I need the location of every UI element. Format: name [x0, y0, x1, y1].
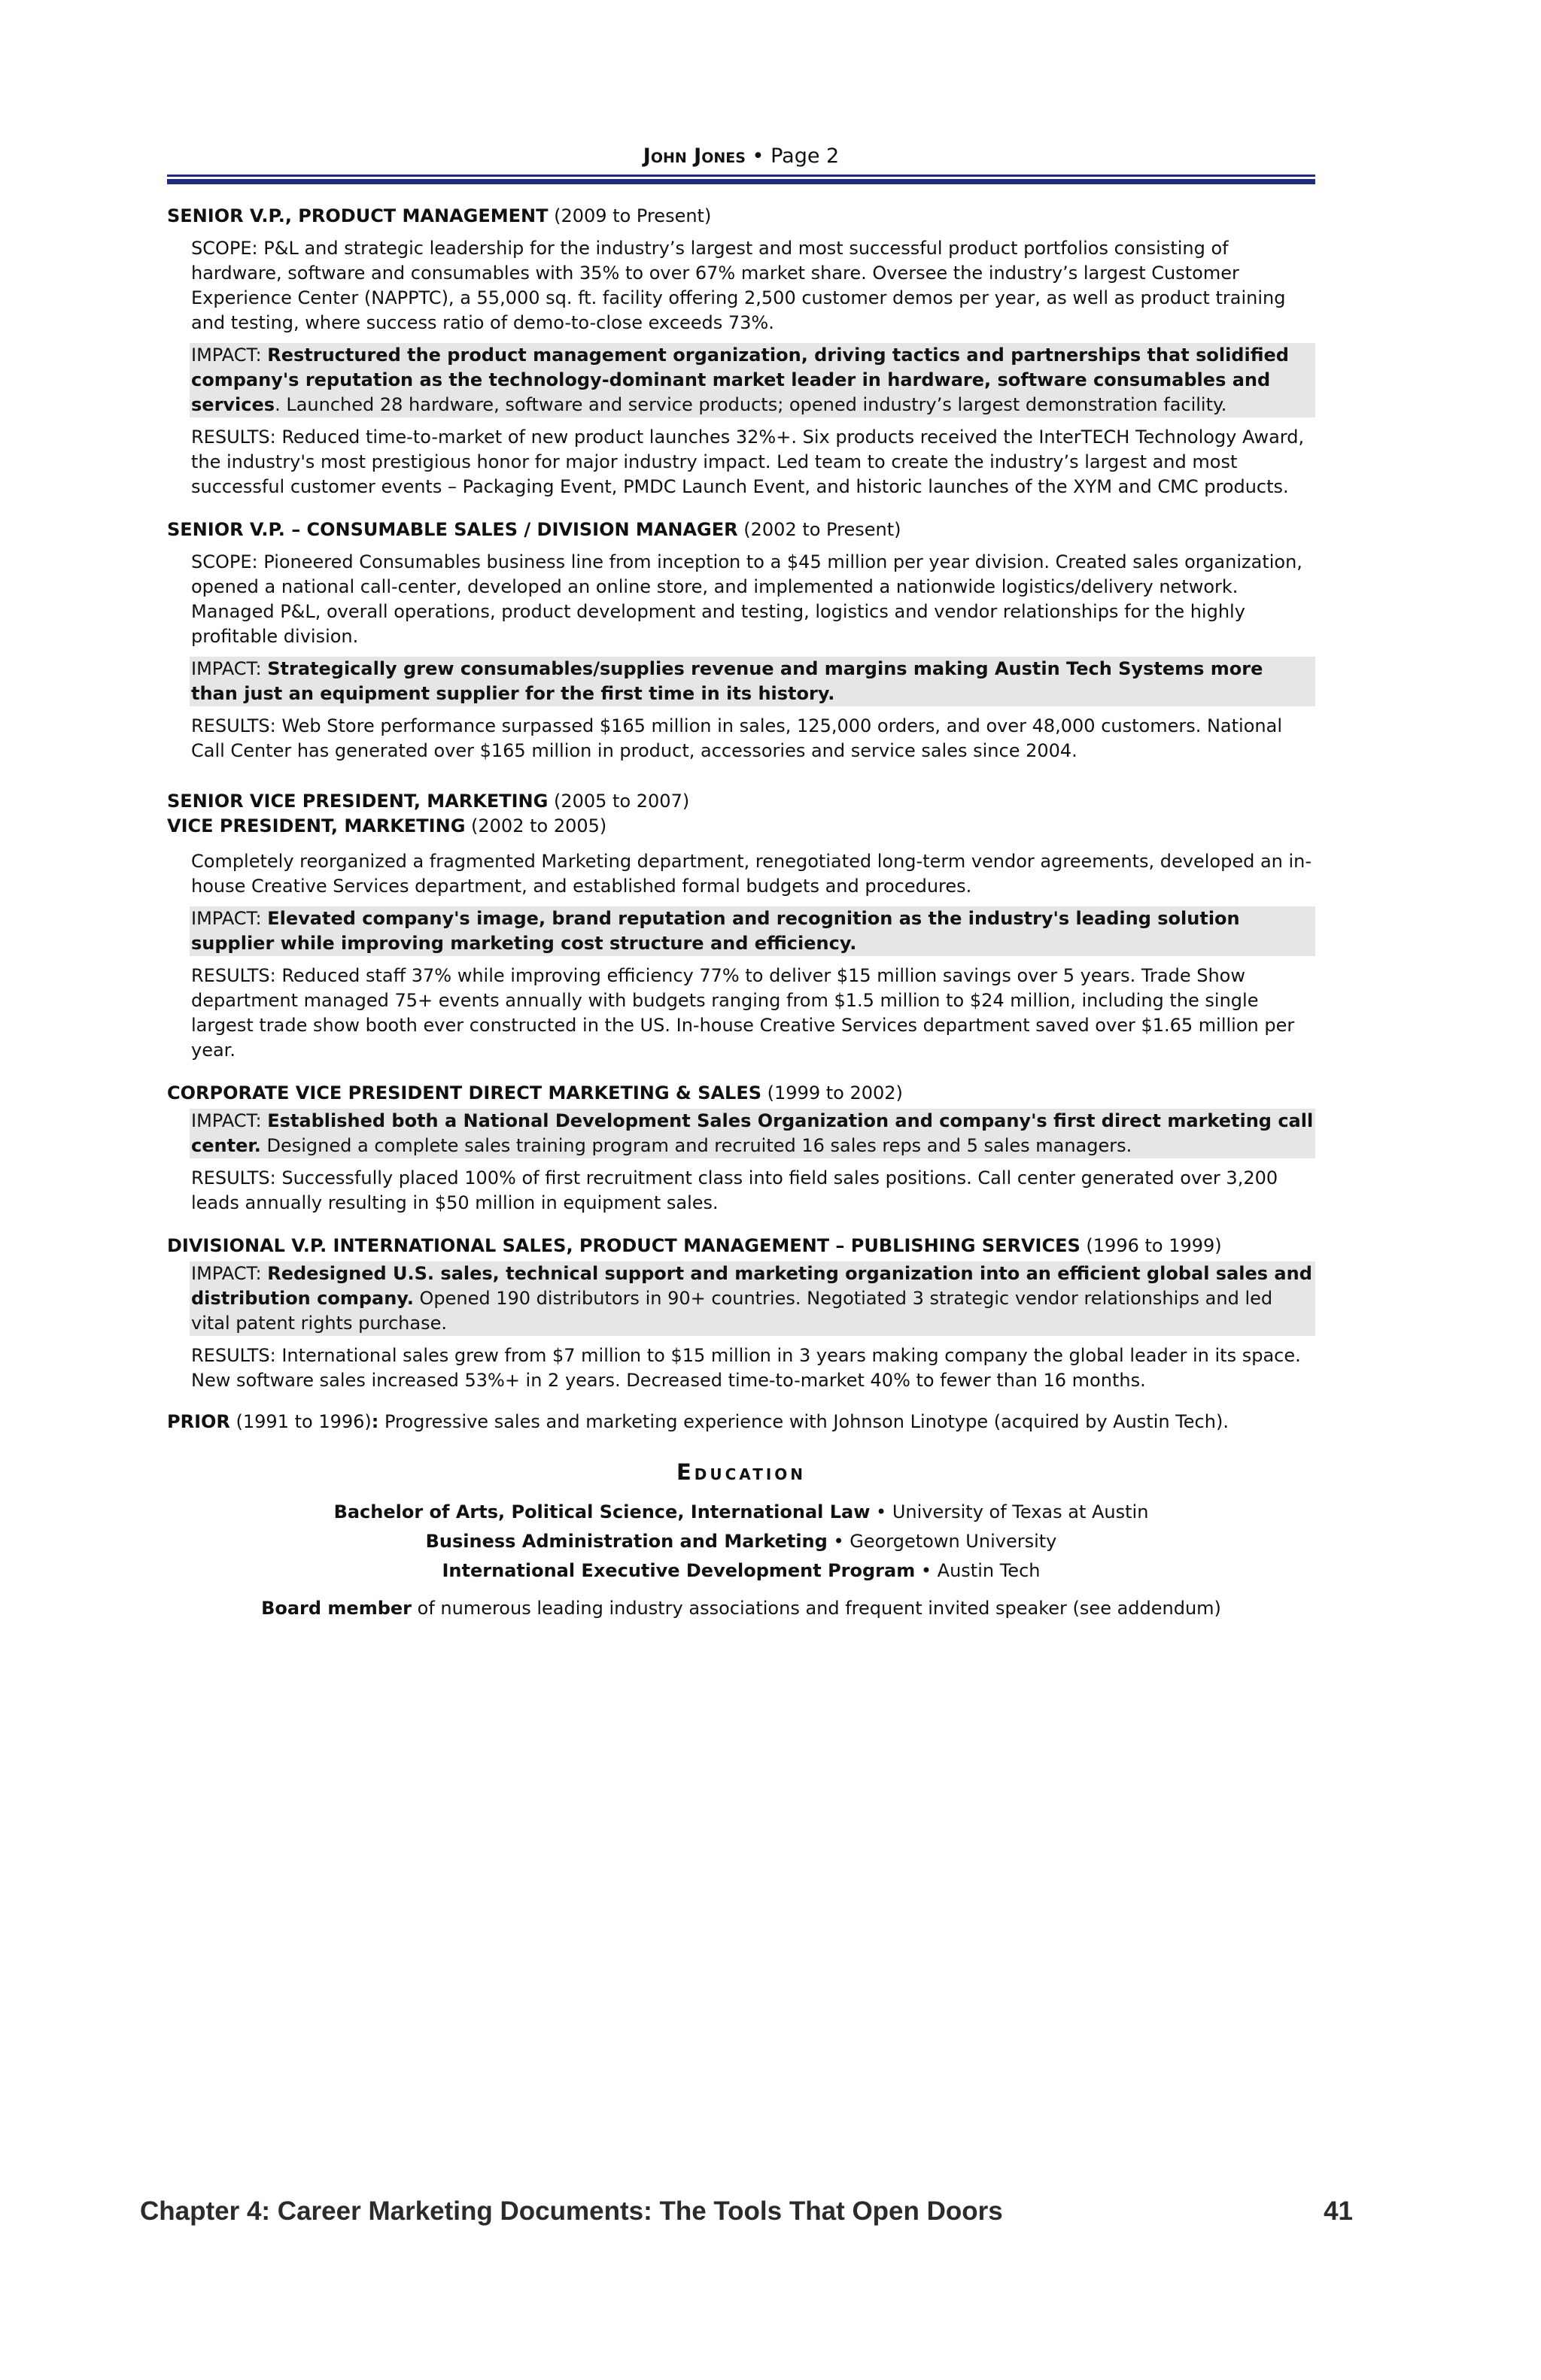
- job-entry: [167, 1234, 1315, 1393]
- job-impact: IMPACT: Established both a National Development Sales Organization and company's first direct marketing call center. Designed a complete sales training program and recruited 16 sales reps and 5 sales managers.: [190, 1109, 1315, 1158]
- job-scope: SCOPE: P&L and strategic leadership for the industry’s largest and most successful product portfolios consisting of hardware, software and consumables with 35% to over 67% market share. Oversee the industry’s largest Customer Experience Center (NAPPTC), a 55,000 sq. ft. facility offering 2,500 customer demos per year, as well as product training and testing, where success ratio of demo-to-close exceeds 73%.: [191, 238, 1286, 333]
- education-item: Business Administration and Marketing • Georgetown University: [425, 1531, 1057, 1552]
- header-rule-thick: [167, 179, 1315, 184]
- job-title: SENIOR VICE PRESIDENT, MARKETING (2005 to 2007): [167, 791, 690, 812]
- prior-experience: PRIOR (1991 to 1996): Progressive sales and marketing experience with Johnson Linotype (acquired by Austin Tech).: [167, 1411, 1229, 1432]
- job-impact: IMPACT: Elevated company's image, brand reputation and recognition as the industry's leading solution supplier while improving marketing cost structure and efficiency.: [190, 906, 1315, 956]
- resume-page: [167, 143, 1315, 1621]
- job-scope: Completely reorganized a fragmented Marketing department, renegotiated long-term vendor agreements, developed an in-house Creative Services department, and established formal budgets and procedures.: [191, 851, 1312, 897]
- header-name: John Jones: [643, 144, 746, 168]
- page-footer: [140, 2195, 1353, 2228]
- job-results: RESULTS: International sales grew from $7 million to $15 million in 3 years making company the global leader in its space. New software sales increased 53%+ in 2 years. Decreased time-to-market 40% to fewer than 16 months.: [191, 1345, 1301, 1391]
- job-title: SENIOR V.P., PRODUCT MANAGEMENT (2009 to Present): [167, 205, 712, 226]
- education-list: [167, 1498, 1315, 1586]
- job-title: CORPORATE VICE PRESIDENT DIRECT MARKETING & SALES (1999 to 2002): [167, 1082, 903, 1103]
- job-title: SENIOR V.P. – CONSUMABLE SALES / DIVISION MANAGER (2002 to Present): [167, 519, 901, 540]
- education-item: International Executive Development Program • Austin Tech: [442, 1560, 1041, 1581]
- job-results: RESULTS: Reduced time-to-market of new product launches 32%+. Six products received the InterTECH Technology Award, the industry's most prestigious honor for major industry impact. Led team to create the industry’s largest and most successful customer events – Packaging Event, PMDC Launch Event, and historic launches of the XYM and CMC products.: [191, 427, 1305, 497]
- job-entry: [167, 204, 1315, 499]
- bullet-separator: •: [752, 144, 764, 168]
- job-results: RESULTS: Web Store performance surpassed $165 million in sales, 125,000 orders, and over 48,000 customers. National Call Center has generated over $165 million in product, accessories and service sales since 2004.: [191, 715, 1282, 761]
- header-rule-thin: [167, 175, 1315, 177]
- job-scope: SCOPE: Pioneered Consumables business line from inception to a $45 million per year division. Created sales organization, opened a national call-center, developed an online store, and implemented a nationwide logistics/delivery network. Managed P&L, overall operations, product development and testing, logistics and vendor relationships for the highly profitable division.: [191, 551, 1302, 647]
- running-header: [167, 143, 1315, 170]
- job-results: RESULTS: Reduced staff 37% while improving efficiency 77% to deliver $15 million savings over 5 years. Trade Show department managed 75+ events annually with budgets ranging from $1.5 million to $24 million, including the single largest trade show booth ever constructed in the US. In-house Creative Services department saved over $1.65 million per year.: [191, 965, 1295, 1061]
- job-entry: [167, 518, 1315, 763]
- job-title: VICE PRESIDENT, MARKETING (2002 to 2005): [167, 815, 607, 836]
- job-results: RESULTS: Successfully placed 100% of first recruitment class into field sales positions. Call center generated over 3,200 leads annually resulting in $50 million in equipment sales.: [191, 1167, 1278, 1213]
- board-membership: Board member of numerous leading industry associations and frequent invited speaker (see addendum): [261, 1598, 1221, 1619]
- job-impact: IMPACT: Restructured the product management organization, driving tactics and partnerships that solidified company's reputation as the technology-dominant market leader in hardware, software consumables and services. Launched 28 hardware, software and service products; opened industry’s largest demonstration facility.: [190, 343, 1315, 417]
- job-impact: IMPACT: Redesigned U.S. sales, technical support and marketing organization into an efficient global sales and distribution company. Opened 190 distributors in 90+ countries. Negotiated 3 strategic vendor relationships and led vital patent rights purchase.: [190, 1261, 1315, 1336]
- chapter-title: Chapter 4: Career Marketing Documents: The Tools That Open Doors: [140, 2196, 1003, 2226]
- job-entry: [167, 1081, 1315, 1216]
- education-item: Bachelor of Arts, Political Science, International Law • University of Texas at Austin: [333, 1501, 1149, 1522]
- job-impact: IMPACT: Strategically grew consumables/supplies revenue and margins making Austin Tech Systems more than just an equipment supplier for the first time in its history.: [190, 657, 1315, 706]
- job-entry: [167, 789, 1315, 1063]
- job-title: DIVISIONAL V.P. INTERNATIONAL SALES, PRODUCT MANAGEMENT – PUBLISHING SERVICES (1996 to 1999): [167, 1235, 1222, 1256]
- page-number: 41: [1324, 2196, 1353, 2226]
- education-heading: Education: [676, 1459, 807, 1485]
- header-page: Page 2: [770, 144, 840, 168]
